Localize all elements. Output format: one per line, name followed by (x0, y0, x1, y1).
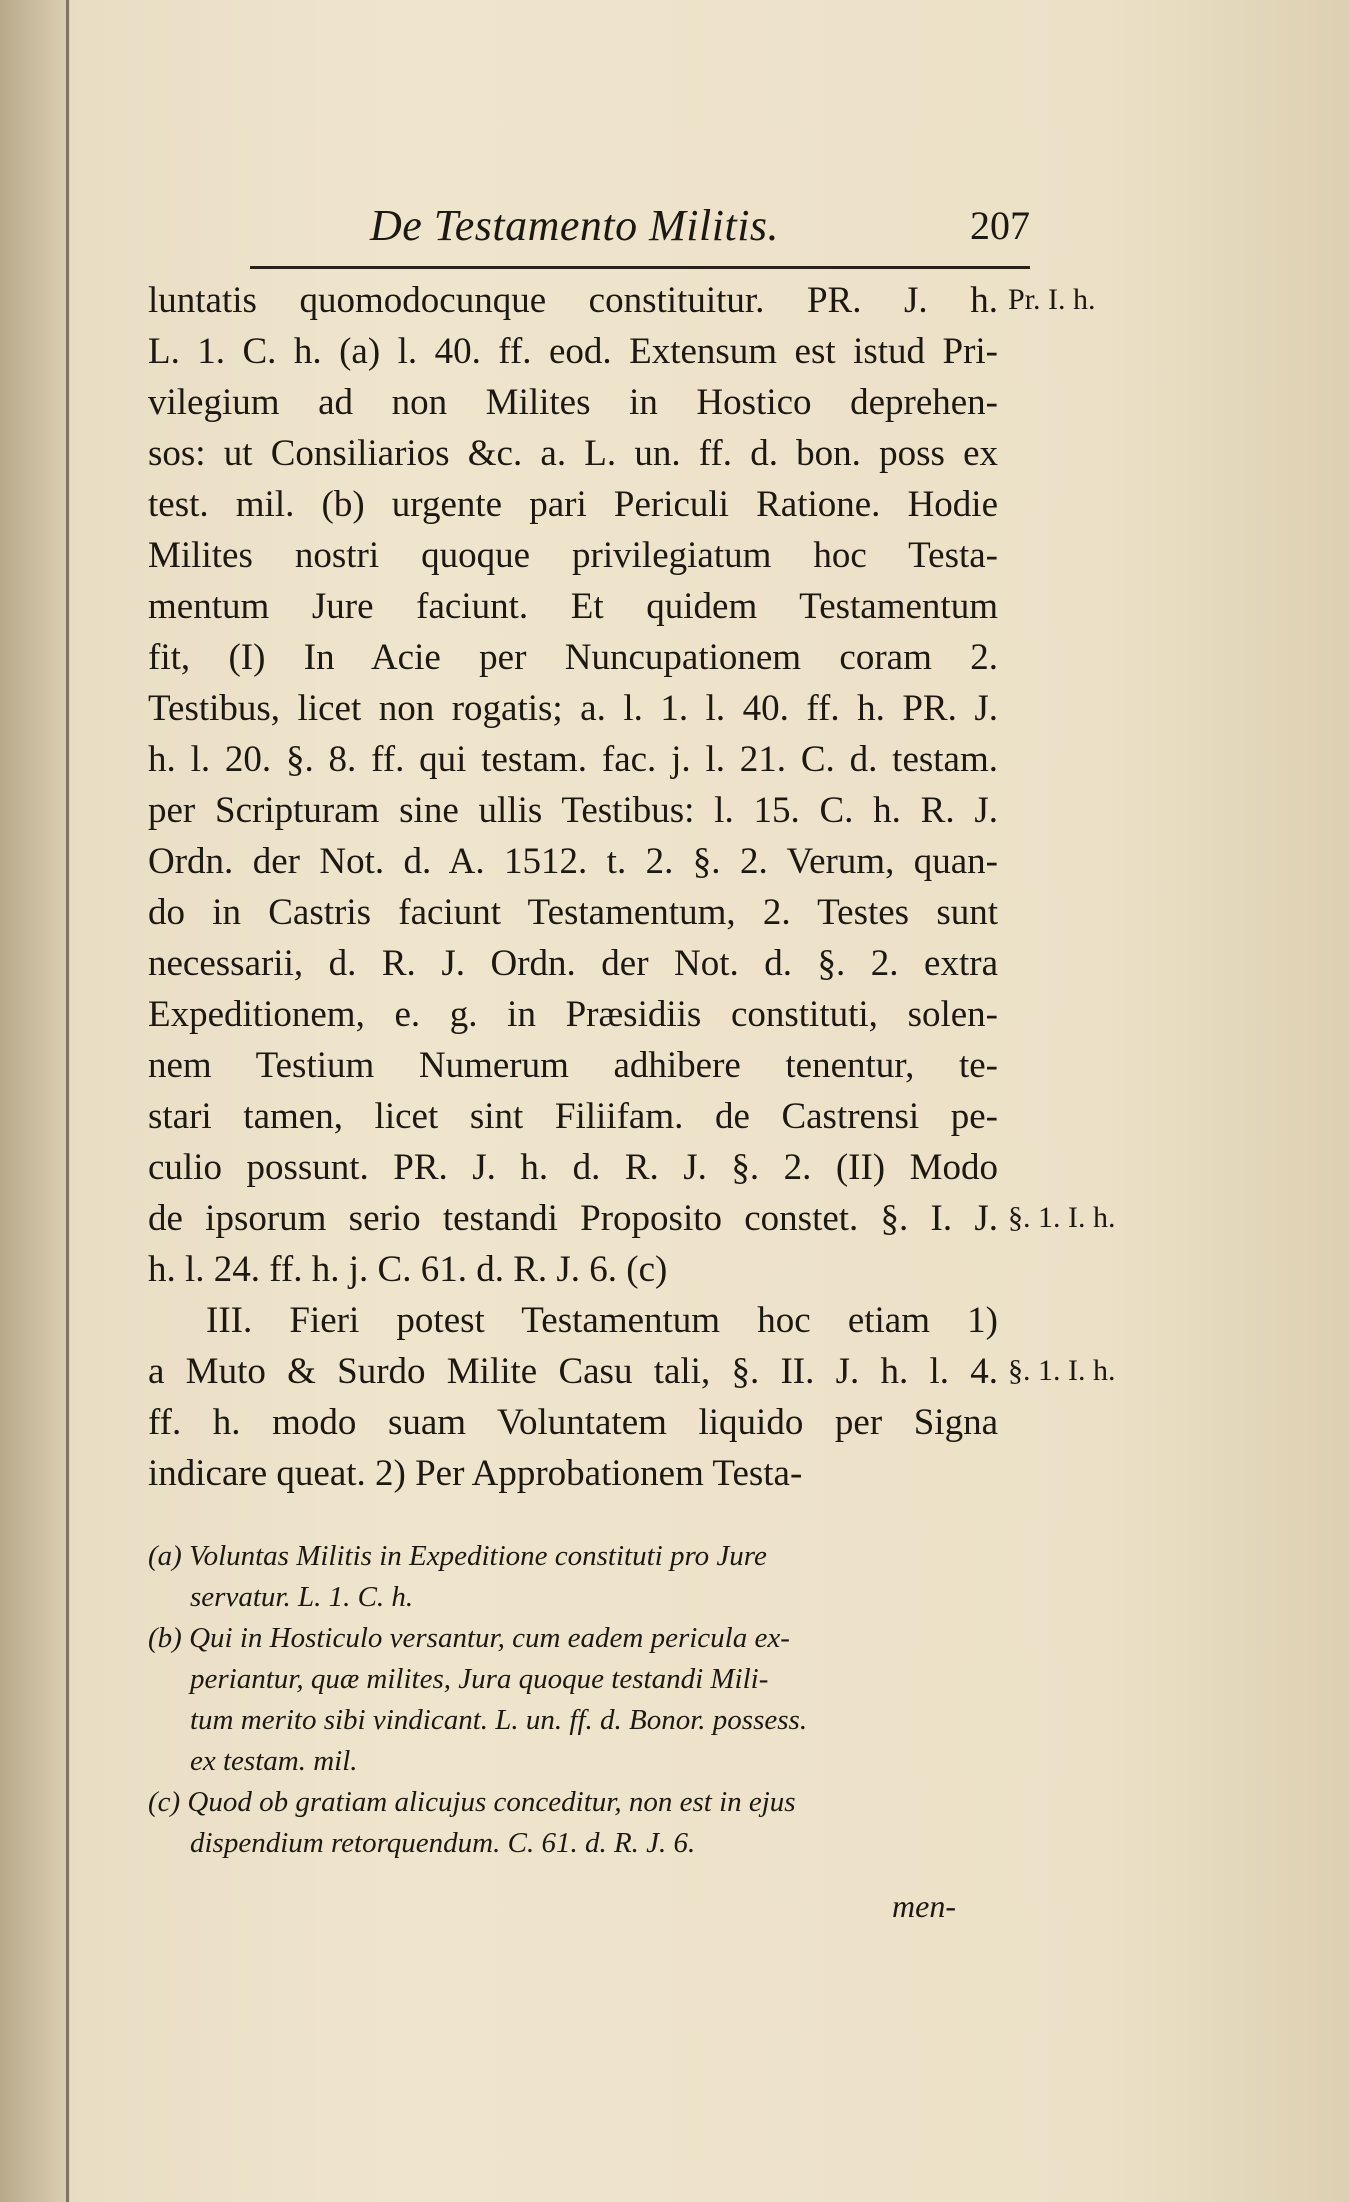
text-line: L. 1. C. h. (a) l. 40. ff. eod. Extensum est istud Pri- (148, 331, 998, 372)
footnote-line: tum merito sibi vindicant. L. un. ff. d. Bonor. possess. (190, 1704, 808, 1736)
header-rule (250, 266, 1030, 269)
binding-gutter (0, 0, 70, 2202)
text-line: Expeditionem, e. g. in Præsidiis constituti, solen- (148, 994, 998, 1035)
text-line: stari tamen, licet sint Filiifam. de Castrensi pe- (148, 1096, 998, 1137)
text-line: ff. h. modo suam Voluntatem liquido per Signa (148, 1402, 998, 1443)
text-line: test. mil. (b) urgente pari Periculi Ratione. Hodie (148, 484, 998, 525)
margin-note: Pr. I. h. (1008, 283, 1096, 316)
text-line: Testibus, licet non rogatis; a. l. 1. l. 40. ff. h. PR. J. (148, 688, 998, 729)
text-line: indicare queat. 2) Per Approbationem Testa- (148, 1453, 803, 1494)
footnote-line: (b) Qui in Hosticulo versantur, cum eadem pericula ex- (148, 1622, 790, 1654)
text-line: vilegium ad non Milites in Hostico deprehen- (148, 382, 998, 423)
text-line: nem Testium Numerum adhibere tenentur, te- (148, 1045, 998, 1086)
margin-note: §. 1. I. h. (1008, 1354, 1116, 1387)
text-line: Milites nostri quoque privilegiatum hoc Testa- (148, 535, 998, 576)
text-line: fit, (I) In Acie per Nuncupationem coram 2. (148, 637, 998, 678)
footnotes (148, 1536, 998, 1864)
body-text (148, 275, 998, 1499)
gutter-edge (66, 0, 69, 2202)
text-line: necessarii, d. R. J. Ordn. der Not. d. §. 2. extra (148, 943, 998, 984)
text-line: h. l. 20. §. 8. ff. qui testam. fac. j. l. 21. C. d. testam. (148, 739, 998, 780)
text-line: a Muto & Surdo Milite Casu tali, §. II. J. h. l. 4. (148, 1351, 998, 1392)
text-line: III. Fieri potest Testamentum hoc etiam 1) (206, 1300, 998, 1341)
text-line: de ipsorum serio testandi Proposito constet. §. I. J. (148, 1198, 998, 1239)
text-line: culio possunt. PR. J. h. d. R. J. §. 2. (II) Modo (148, 1147, 998, 1188)
text-line: Ordn. der Not. d. A. 1512. t. 2. §. 2. Verum, quan- (148, 841, 998, 882)
text-line: mentum Jure faciunt. Et quidem Testamentum (148, 586, 998, 627)
margin-note: §. 1. I. h. (1008, 1201, 1116, 1234)
footnote-line: dispendium retorquendum. C. 61. d. R. J. 6. (190, 1827, 696, 1859)
page-header (370, 200, 1030, 260)
page-number: 207 (970, 203, 1030, 248)
running-title: De Testamento Militis. (370, 201, 780, 250)
text-line: h. l. 24. ff. h. j. C. 61. d. R. J. 6. (c) (148, 1249, 668, 1290)
footnote-line: (c) Quod ob gratiam alicujus conceditur, non est in ejus (148, 1786, 796, 1818)
text-line: luntatis quomodocunque constituitur. PR. J. h. (148, 280, 998, 321)
footnote-line: servatur. L. 1. C. h. (190, 1581, 414, 1613)
footnote-line: ex testam. mil. (190, 1745, 358, 1777)
text-line: sos: ut Consiliarios &c. a. L. un. ff. d. bon. poss ex (148, 433, 998, 474)
text-line: per Scripturam sine ullis Testibus: l. 15. C. h. R. J. (148, 790, 998, 831)
catchword: men- (892, 1888, 956, 1924)
footnote-line: (a) Voluntas Militis in Expeditione constituti pro Jure (148, 1540, 767, 1572)
text-line: do in Castris faciunt Testamentum, 2. Testes sunt (148, 892, 998, 933)
footnote-line: periantur, quæ milites, Jura quoque testandi Mili- (190, 1663, 769, 1695)
